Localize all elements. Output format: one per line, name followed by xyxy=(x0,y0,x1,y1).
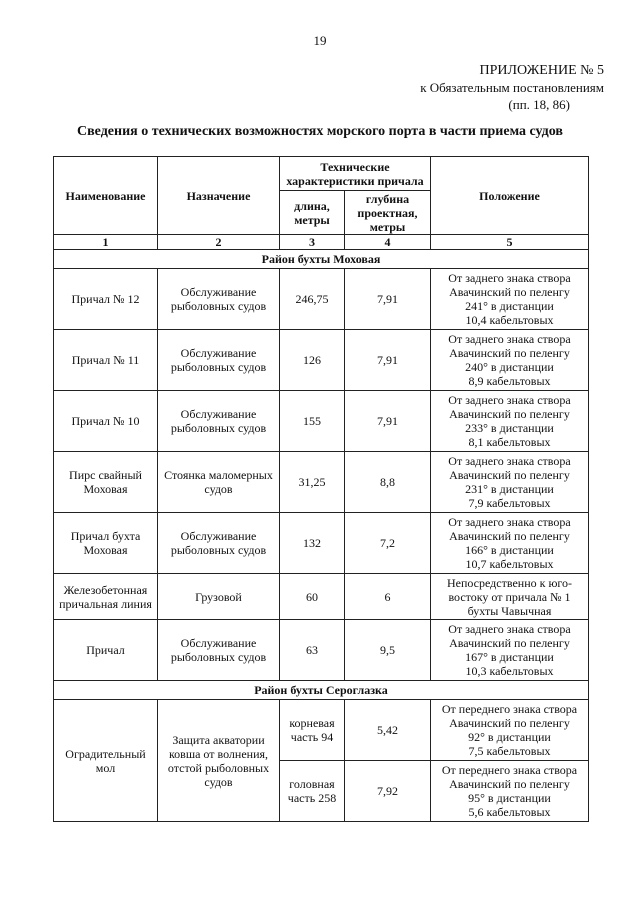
col-number: 2 xyxy=(158,235,280,250)
berth-position xyxy=(431,761,589,822)
position-line: Авачинский по пеленгу xyxy=(449,285,570,299)
appendix-header xyxy=(420,62,604,113)
berth-length: 132 xyxy=(280,513,345,574)
position-line: Авачинский по пеленгу xyxy=(449,777,570,791)
position-line: 166° в дистанции xyxy=(465,543,554,557)
position-line: 10,7 кабельтовых xyxy=(465,557,554,571)
table-row xyxy=(54,269,589,330)
position-line: 92° в дистанции xyxy=(468,730,551,744)
column-number-row xyxy=(54,235,589,250)
berth-length: головная часть 258 xyxy=(280,761,345,822)
berth-purpose: Обслуживание рыболовных судов xyxy=(158,330,280,391)
page-number: 19 xyxy=(313,33,327,48)
berth-depth: 7,91 xyxy=(345,330,431,391)
berth-purpose: Стоянка маломерных судов xyxy=(158,452,280,513)
col-number: 4 xyxy=(345,235,431,250)
position-line: Авачинский по пеленгу xyxy=(449,636,570,650)
position-line: 167° в дистанции xyxy=(465,650,554,664)
col-number: 5 xyxy=(431,235,589,250)
berth-name: Причал № 11 xyxy=(54,330,158,391)
berth-depth: 6 xyxy=(345,574,431,620)
position-line: 10,3 кабельтовых xyxy=(465,664,554,678)
berth-depth: 7,91 xyxy=(345,269,431,330)
position-line: От заднего знака створа xyxy=(448,393,571,407)
berth-length: корневая часть 94 xyxy=(280,700,345,761)
col-header-length: длина, метры xyxy=(280,191,345,235)
berth-name: Оградительный мол xyxy=(54,700,158,822)
berth-purpose: Обслуживание рыболовных судов xyxy=(158,391,280,452)
position-line: От заднего знака створа xyxy=(448,515,571,529)
table-row xyxy=(54,391,589,452)
berth-name: Железобетонная причальная линия xyxy=(54,574,158,620)
berth-length: 60 xyxy=(280,574,345,620)
position-line: 7,9 кабельтовых xyxy=(468,496,551,510)
position-line: От переднего знака створа xyxy=(441,763,578,777)
berth-depth: 7,92 xyxy=(345,761,431,822)
berth-position xyxy=(431,330,589,391)
berth-purpose: Защита акватории ковша от волнения, отстой рыболовных судов xyxy=(158,700,280,822)
berth-name: Пирс свайный Моховая xyxy=(54,452,158,513)
berth-position xyxy=(431,513,589,574)
berth-depth: 8,8 xyxy=(345,452,431,513)
position-line: 233° в дистанции xyxy=(465,421,554,435)
berth-purpose: Обслуживание рыболовных судов xyxy=(158,269,280,330)
berth-depth: 5,42 xyxy=(345,700,431,761)
berth-purpose: Обслуживание рыболовных судов xyxy=(158,513,280,574)
berth-position xyxy=(431,574,589,620)
berth-position xyxy=(431,452,589,513)
position-line: 8,9 кабельтовых xyxy=(468,374,551,388)
position-line: 241° в дистанции xyxy=(465,299,554,313)
position-line: 240° в дистанции xyxy=(465,360,554,374)
appendix-number: ПРИЛОЖЕНИЕ № 5 xyxy=(479,63,604,78)
berth-purpose: Грузовой xyxy=(158,574,280,620)
col-header-name: Наименование xyxy=(54,157,158,235)
berth-depth: 9,5 xyxy=(345,620,431,681)
position-line: Авачинский по пеленгу xyxy=(449,346,570,360)
position-line: востоку от причала № 1 xyxy=(448,589,571,604)
position-line: 8,1 кабельтовых xyxy=(468,435,551,449)
position-line: От заднего знака створа xyxy=(448,271,571,285)
table-row xyxy=(54,513,589,574)
berth-depth: 7,91 xyxy=(345,391,431,452)
section-row xyxy=(54,250,589,269)
col-number: 1 xyxy=(54,235,158,250)
berth-purpose: Обслуживание рыболовных судов xyxy=(158,620,280,681)
position-line: От переднего знака створа xyxy=(441,702,578,716)
table-row xyxy=(54,330,589,391)
position-line: Авачинский по пеленгу xyxy=(449,529,570,543)
position-line: Авачинский по пеленгу xyxy=(449,716,570,730)
position-line: Непосредственно к юго- xyxy=(446,575,573,590)
berth-name: Причал № 12 xyxy=(54,269,158,330)
section-row xyxy=(54,681,589,700)
berth-length: 31,25 xyxy=(280,452,345,513)
position-line: 231° в дистанции xyxy=(465,482,554,496)
berth-name: Причал № 10 xyxy=(54,391,158,452)
col-header-purpose: Назначение xyxy=(158,157,280,235)
position-line: От заднего знака створа xyxy=(448,332,571,346)
col-header-depth: глубина проектная, метры xyxy=(345,191,431,235)
position-line: От заднего знака створа xyxy=(448,454,571,468)
berth-name: Причал xyxy=(54,620,158,681)
document-title: Сведения о технических возможностях морского порта в части приема судов xyxy=(77,124,563,139)
position-line: Авачинский по пеленгу xyxy=(449,407,570,421)
section-title: Район бухты Моховая xyxy=(54,250,589,269)
appendix-paragraphs: (пп. 18, 86) xyxy=(508,97,570,112)
position-line: 7,5 кабельтовых xyxy=(468,744,551,758)
table-row xyxy=(54,700,589,761)
section-title: Район бухты Сероглазка xyxy=(54,681,589,700)
berth-position xyxy=(431,620,589,681)
berth-depth: 7,2 xyxy=(345,513,431,574)
position-line: 95° в дистанции xyxy=(468,791,551,805)
berth-length: 246,75 xyxy=(280,269,345,330)
header-row xyxy=(54,157,589,191)
appendix-reference: к Обязательным постановлениям xyxy=(420,80,604,95)
position-line: От заднего знака створа xyxy=(448,622,571,636)
position-line: Авачинский по пеленгу xyxy=(449,468,570,482)
berth-length: 126 xyxy=(280,330,345,391)
position-line: 10,4 кабельтовых xyxy=(465,313,554,327)
col-header-position: Положение xyxy=(431,157,589,235)
port-capabilities-table xyxy=(53,156,589,822)
table-row xyxy=(54,452,589,513)
berth-length: 155 xyxy=(280,391,345,452)
berth-position xyxy=(431,391,589,452)
berth-name: Причал бухта Моховая xyxy=(54,513,158,574)
berth-position xyxy=(431,269,589,330)
col-number: 3 xyxy=(280,235,345,250)
table-row xyxy=(54,620,589,681)
position-line: бухты Чавычная xyxy=(467,603,552,618)
col-header-tech: Технические характеристики причала xyxy=(280,157,431,191)
berth-position xyxy=(431,700,589,761)
berth-length: 63 xyxy=(280,620,345,681)
position-line: 5,6 кабельтовых xyxy=(468,805,551,819)
table-row xyxy=(54,574,589,620)
